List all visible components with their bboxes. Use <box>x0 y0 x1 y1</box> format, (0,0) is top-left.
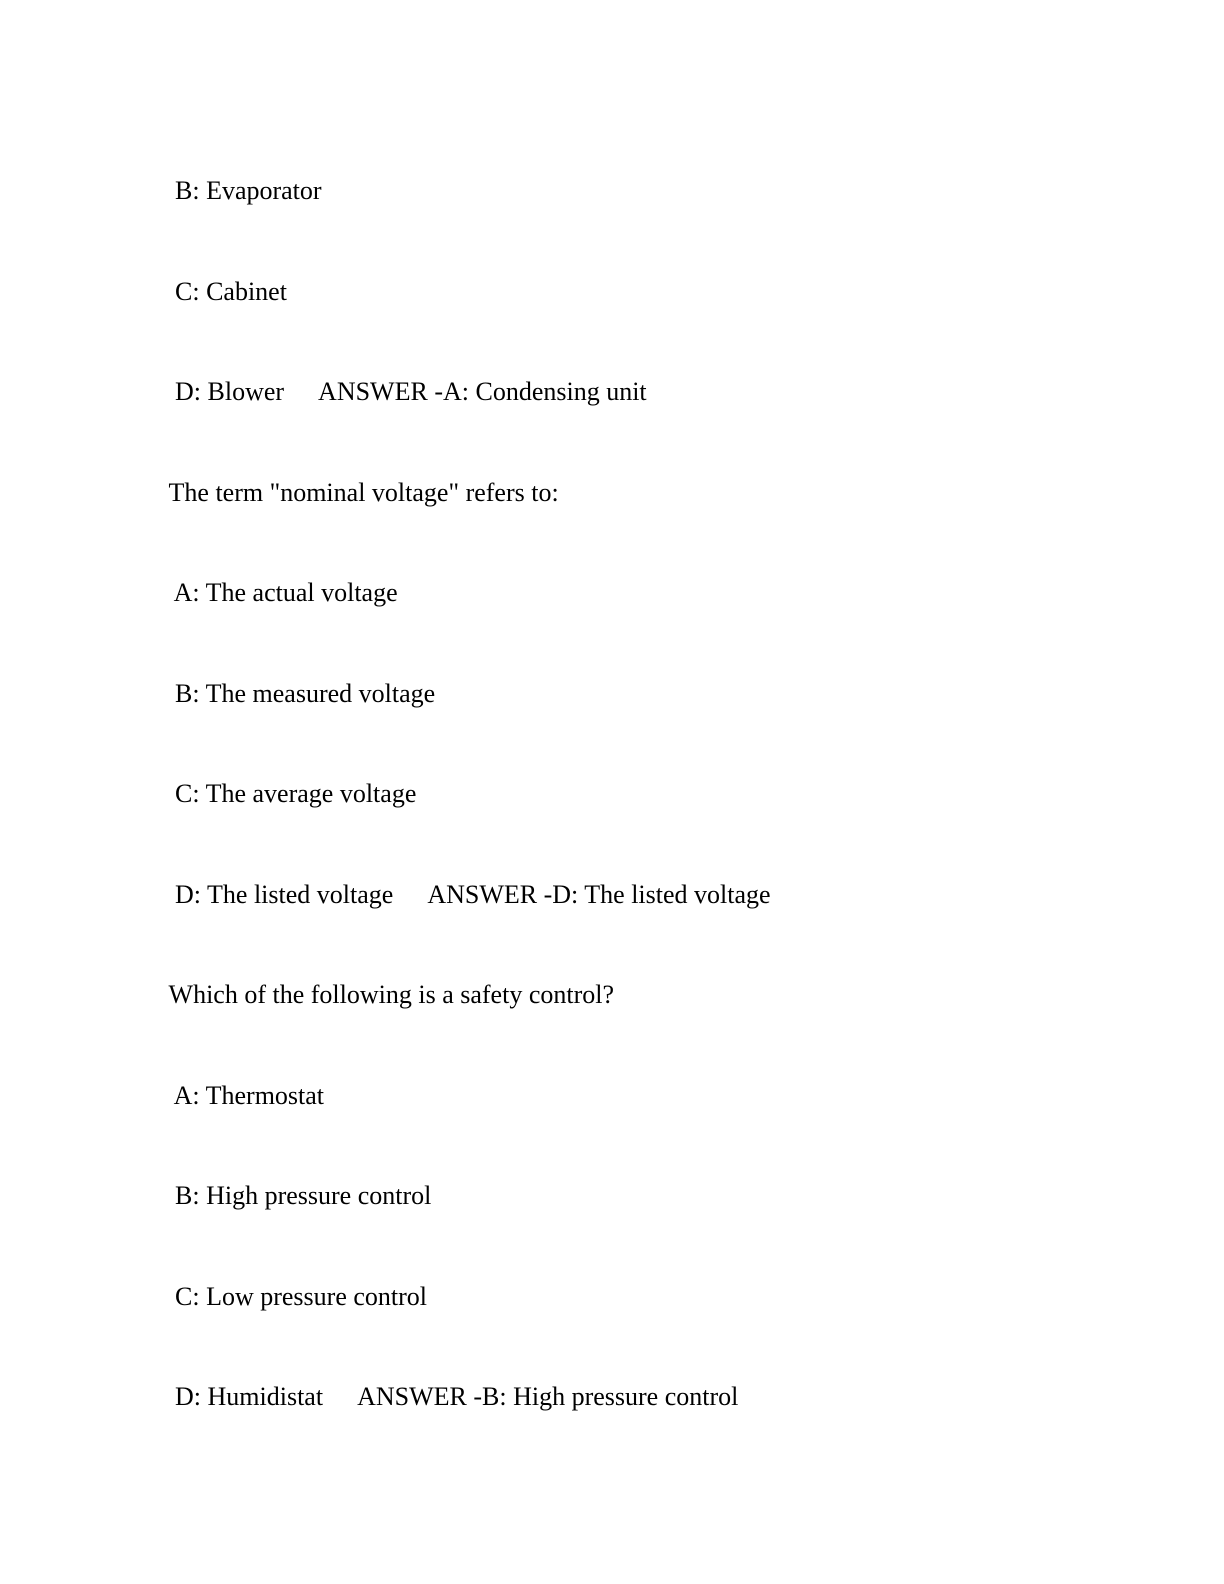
option-text: A: The actual voltage <box>173 578 398 607</box>
option-text: C: Low pressure control <box>175 1282 428 1311</box>
option-text: D: Blower <box>175 377 285 406</box>
option-b-high-pressure-control <box>149 1148 431 1244</box>
option-text: B: The measured voltage <box>175 679 436 708</box>
option-a-thermostat <box>149 1048 324 1144</box>
option-text: B: High pressure control <box>175 1181 432 1210</box>
option-d-humidistat <box>149 1349 738 1445</box>
question-safety-control <box>143 947 614 1043</box>
option-a-actual-voltage <box>149 545 398 641</box>
answer-text: ANSWER -D: The listed voltage <box>427 880 771 909</box>
question-nominal-voltage <box>143 445 559 541</box>
option-b-evaporator <box>149 143 322 239</box>
option-text: B: Evaporator <box>175 176 322 205</box>
answer-text: ANSWER -A: Condensing unit <box>318 377 647 406</box>
question-text: Which of the following is a safety control? <box>168 980 615 1009</box>
option-c-cabinet <box>149 244 287 340</box>
option-c-low-pressure-control <box>149 1249 427 1345</box>
option-d-blower <box>149 344 647 440</box>
option-text: C: The average voltage <box>175 779 417 808</box>
option-b-measured-voltage <box>149 646 435 742</box>
option-text: A: Thermostat <box>173 1081 325 1110</box>
option-d-listed-voltage <box>149 847 771 943</box>
question-text: The term "nominal voltage" refers to: <box>168 478 559 507</box>
option-text: C: Cabinet <box>175 277 287 306</box>
option-text: D: The listed voltage <box>175 880 394 909</box>
answer-text: ANSWER -B: High pressure control <box>357 1382 739 1411</box>
option-text: D: Humidistat <box>175 1382 324 1411</box>
option-c-average-voltage <box>149 746 416 842</box>
